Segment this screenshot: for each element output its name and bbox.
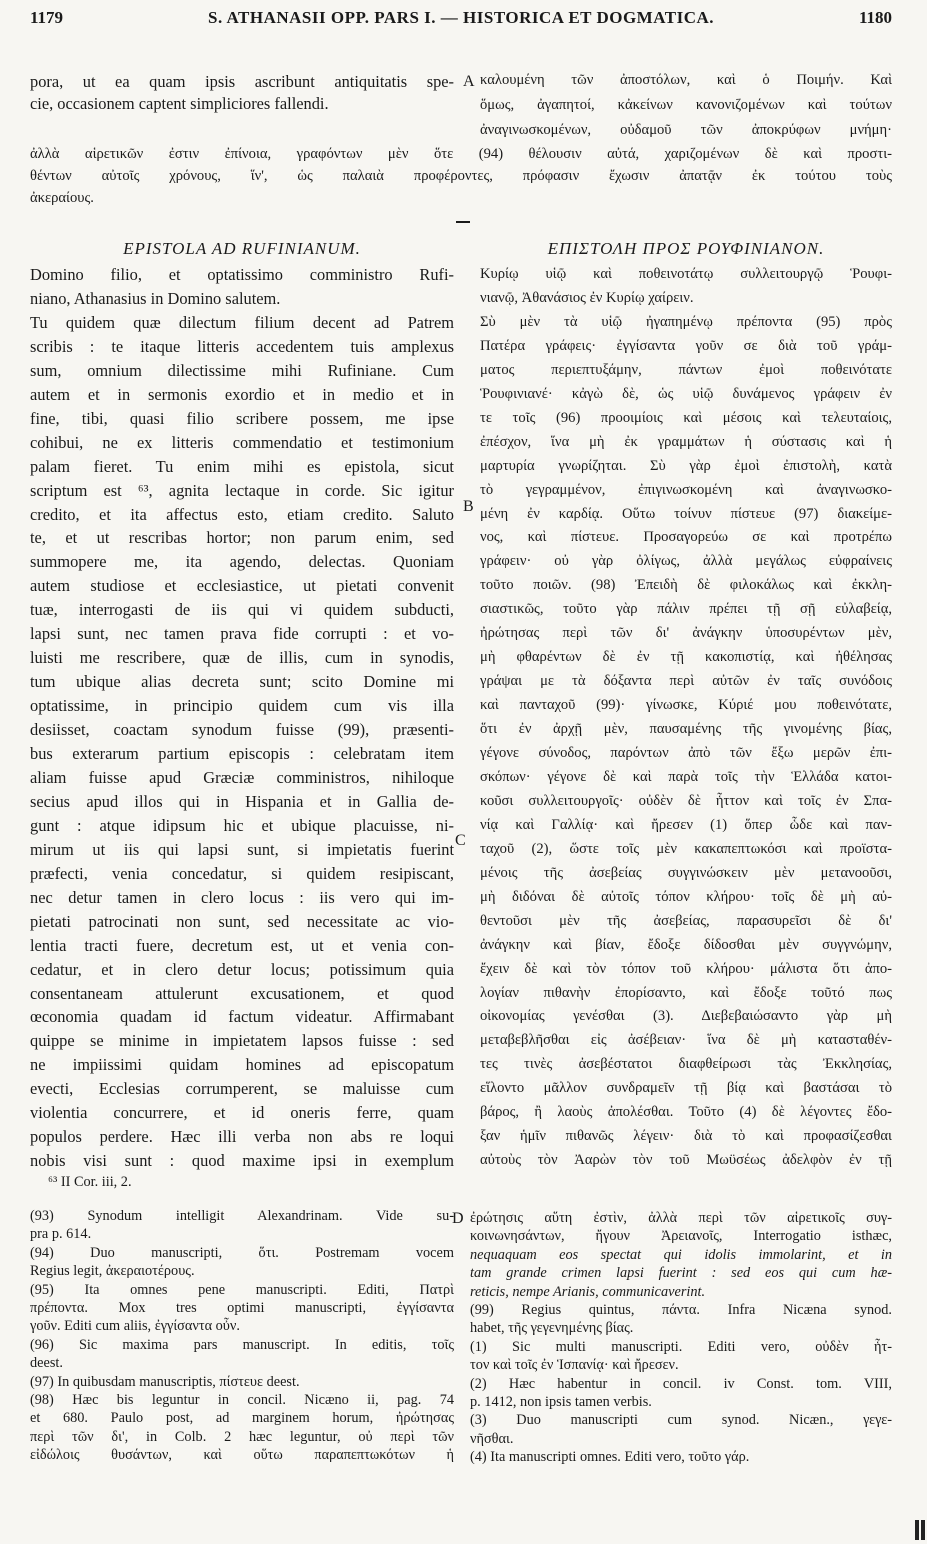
text-line: γέγονε σύνοδος, παρόντων ἀπὸ τῶν ἔξω μερῶν ἐπι- — [480, 745, 892, 761]
latin-title: EPISTOLA AD RUFINIANUM. — [123, 239, 361, 258]
text-line: nec detur tamen in clero locus : iis vero qui im- — [30, 887, 454, 907]
text-line: cie, occasionem captent simpliciores fallendi. — [30, 94, 329, 113]
text-line: pietati patrocinati non sunt, sed necessitate ac vio- — [30, 911, 454, 931]
page-number-right: 1180 — [858, 8, 892, 27]
text-line: autem et in sermonis exordio et in medio et in — [30, 384, 454, 404]
text-line: τε τοῖς (96) προοιμίοις καὶ μέσοις καὶ τελευταίοις, — [480, 409, 892, 426]
text-line: γράφειν· οὐ γὰρ ὀλίγως, ἀλλὰ μεγάλως εὐφραίνεις — [480, 553, 892, 570]
text-line: violentia concurrere, et id oneris ferre, quam — [30, 1103, 454, 1123]
text-line: μένοις τῆς ἀσεβείας συγγινώσκειν μὲν μετανοοῦσι, — [480, 864, 892, 881]
text-line: τοῦτο ποιῶν. (98) Ἐπειδὴ δὲ φιλοκάλως καὶ ἐκκλη- — [480, 577, 892, 594]
text-line: πρέποντα. Mox tres optimi manuscripti, ἐγγίσαντα — [30, 1300, 454, 1316]
text-line: desiisset, coactam synodum fuisse (99), præsenti- — [30, 720, 454, 740]
text-line: fine, tibi, quasi filio scribere possem, me ipse — [30, 408, 454, 428]
text-line: (96) Sic maxima pars manuscript. In editis, τοῖς — [30, 1336, 454, 1353]
text-line: νιανῷ, Ἀθανάσιος ἐν Κυρίῳ χαίρειν. — [480, 289, 694, 306]
text-line: tuæ, interrogasti de iis qui vi quidem subducti, — [30, 600, 454, 620]
text-line: καὶ πανταχοῦ (99)· γίνωσκε, Κύριέ μου ποθεινότατε, — [480, 697, 892, 714]
text-line: mirum ut iis qui lapsi sunt, si impietatis fuerint — [30, 839, 454, 859]
text-line: autem studiose et ecclesiastice, ut pietati convenit — [30, 576, 454, 596]
text-line: lentia tracti fuere, decretum est, ut et venia con- — [30, 935, 454, 955]
margin-marker-a: A — [463, 73, 475, 90]
text-line: evecti, Ecclesias corrumperent, se maluisse cum — [30, 1079, 454, 1099]
text-line: p. 1412, non ipsis tamen verbis. — [470, 1394, 652, 1410]
text-line: quippe se minime in impietatem lapsos fuisse : sed — [30, 1031, 454, 1051]
text-line: (4) Ita manuscripti omnes. Editi vero, τοῦτο γάρ. — [470, 1449, 750, 1466]
text-line: tam grande crimen lapsi fuerint : sed eos qui cum hæ- — [470, 1265, 892, 1282]
scripture-footnote: ⁶³ II Cor. iii, 2. — [48, 1174, 132, 1190]
text-line: ταχοῦ (2), ὥστε τοῖς μὲν κακαπεπτωκόσι καὶ προϊστα- — [480, 840, 892, 857]
page-number-left: 1179 — [30, 8, 64, 27]
text-line: θέντων αὐτοῖς χρόνους, ἵν', ὡς παλαιὰ προφέροντες, πρόφασιν ἔχωσιν ἀπατᾷν ἐκ τούτου τοὺς — [30, 168, 892, 184]
text-line: Σὺ μὲν τὰ υἱῷ ἠγαπημένῳ πρέποντα (95) πρὸς — [480, 313, 892, 330]
text-line: τες τινὲς ἀσεβέστατοι διαφθείρωσι τὰς Ἐκκλησίας, — [480, 1056, 892, 1073]
text-line: νῆσθαι. — [470, 1430, 514, 1447]
text-line: βάρος, ἢ λαοὺς ἀπολέσθαι. Τοῦτο (4) δὲ λέγοντες ἔδο- — [480, 1104, 892, 1121]
text-line: γοῦν. Editi cum aliis, ἐγγίσαντα οὖν. — [30, 1318, 240, 1335]
text-line: lapsi sunt, nec tamen prava fide corrupti : et vo- — [30, 624, 454, 644]
margin-marker-d: D — [452, 1210, 464, 1227]
text-line: ἀλλὰ αἱρετικῶν ἐστιν ἐπίνοια, γραφόντων μὲν ὅτε (94) θέλουσιν αὐτά, χαριζομένων δὲ καὶ προστι- — [30, 146, 892, 162]
page-header — [30, 8, 892, 30]
text-line: (97) In quibusdam manuscriptis, πίστευε deest. — [30, 1373, 300, 1390]
text-line: σκόπων· γέγονε δὲ καὶ παρὰ τοῖς τὴν Ἑλλάδα κατοι- — [480, 768, 892, 785]
text-line: habet, τῆς γεγενημένης βίας. — [470, 1320, 634, 1337]
text-line: populos perdere. Hæc illi verba non abs re loqui — [30, 1127, 454, 1147]
text-line: sum, omnium dilectissime mihi Rufiniane. Cum — [30, 360, 454, 380]
text-line: καλουμένη τῶν ἀποστόλων, καὶ ὁ Ποιμήν. Καὶ — [480, 72, 892, 88]
text-line: pra p. 614. — [30, 1226, 92, 1243]
text-line: νίᾳ καὶ Γαλλίᾳ· καὶ ἤρεσεν (1) ὅπερ ὧδε καὶ παν- — [480, 816, 892, 833]
text-line: deest. — [30, 1355, 63, 1372]
text-line: consentaneam attulerunt excusationem, et quod — [30, 983, 454, 1003]
text-line: ne impiissimi quidam homines ad episcopatum — [30, 1055, 454, 1075]
text-line: pora, ut ea quam ipsis ascribunt antiquitatis spe- — [30, 72, 454, 91]
text-line: luisti me rescribere, quæ de illis, cum in synodis, — [30, 648, 454, 668]
text-line: σιαστικῶς, τοῦτο γὰρ πάλιν πρέπει τῇ σῇ εὐλαβείᾳ, — [480, 601, 892, 618]
margin-marker-c: C — [455, 832, 466, 849]
text-line: Regius legit, ἀκεραιοτέρους. — [30, 1263, 195, 1280]
text-line: gunt : atque idipsum hic et ubique placuisse, ni- — [30, 815, 454, 835]
text-line: γράψαι με τὰ δόξαντα περὶ αὐτῶν ἐν ταῖς συνόδοις — [480, 673, 892, 690]
text-line: (93) Synodum intelligit Alexandrinam. Vide su- — [30, 1208, 454, 1224]
text-line: cedatur, et in clero detur locus; potissimum quia — [30, 959, 454, 979]
text-line: Κυρίῳ υἱῷ καὶ ποθεινοτάτῳ συλλειτουργῷ Ῥουφι- — [480, 266, 892, 282]
text-line: (3) Duo manuscripti cum synod. Nicæn., γεγε- — [470, 1412, 892, 1429]
text-line: ἔχειν δὲ καὶ τὸν τόπον τοῦ κλήρου· μάλιστα ὅτι ἀπο- — [480, 960, 892, 977]
margin-marker-b: B — [463, 498, 474, 515]
text-line: μὴ φθαρέντων δὲ ἐν τῇ κακοπιστίᾳ, καὶ ἠθέλησας — [480, 649, 892, 666]
text-line: niano, Athanasius in Domino salutem. — [30, 288, 281, 308]
text-line: ἀναγινωσκομένων, οὐδαμοῦ τῶν ἀποκρύφων μνήμη· — [480, 122, 892, 138]
text-line: et 680. Paulo post, ad marginem horum, ἠρώτησας — [30, 1410, 454, 1427]
text-line: ἐρώτησις αὕτη ἐστὶν, ἀλλὰ περὶ τῶν αἱρετικοῖς συγ- — [470, 1210, 892, 1226]
text-line: ἠρώτησας περὶ τῶν δι' ἀνάγκην ὑποσυρέντων μὲν, — [480, 625, 892, 642]
text-line: scriptum est ⁶³, agnita lectaque in corde. Sic igitur — [30, 480, 454, 500]
text-line: Ῥουφινιανέ· κἀγὼ δὲ, ὡς υἱῷ δυνάμενος γράφειν ἐν — [480, 385, 892, 402]
text-line: λογίαν πιθανὴν ἐπορίσαντο, καὶ ἔδοξε τοῦτό πως — [480, 984, 892, 1001]
text-line: μαρτυρία γνωρίζηται. Σὺ γὰρ ἐμοὶ ἐπιστολὴ, κατὰ — [480, 457, 892, 474]
text-line: ἀκεραίους. — [30, 190, 94, 206]
text-line: κοινωνησάντων, ἤγουν Ἀρειανοῖς, Interrogatio isthæc, — [470, 1228, 892, 1245]
text-line: κοῦσι συλλειτουργοῖς· οὐδὲν δὲ ἧττον καὶ τοῖς ἐν Σπα- — [480, 792, 892, 809]
text-line: (98) Hæc bis leguntur in concil. Nicæno ii, pag. 74 — [30, 1392, 454, 1408]
text-line: (94) Duo manuscripti, ὅτι. Postremam vocem — [30, 1244, 454, 1261]
text-line: œconomia quadam id factum videatur. Affirmabant — [30, 1007, 454, 1027]
text-line: Domino filio, et optatissimo comministro Rufi- — [30, 265, 454, 284]
text-line: περὶ τῶν δι', in Colb. 2 hæc leguntur, οὐ περὶ τῶν — [30, 1428, 454, 1445]
text-line: αὐτοὺς τὸν Ἀαρὼν τὸν τοῦ Μωϋσέως ἀδελφὸν ἐν τῇ — [480, 1152, 892, 1169]
text-line: (95) Ita omnes pene manuscripti. Editi, Πατρὶ — [30, 1281, 454, 1298]
text-line: ἐπέσχον, ἵνα μὴ ἐκ γραμμάτων ἡ σύστασις καὶ ἡ — [480, 433, 892, 450]
text-line: palam fieret. Tu enim mihi es epistola, sicut — [30, 456, 454, 476]
text-line: præfecti, venia concedatur, si quidem resipiscant, — [30, 863, 454, 883]
section-divider — [456, 221, 470, 223]
text-line: εἰδώλοις θυσάντων, καὶ οὕτω παραπεπτωκότων ἡ — [30, 1447, 454, 1464]
text-line: tum ubique alias decreta sunt; scito Domine mi — [30, 672, 454, 692]
text-line: scribis : te itaque litteris accedentem tuis amplexus — [30, 336, 454, 356]
text-line: bus exterarum partium episcopis : celebratam item — [30, 744, 454, 763]
text-line: summopere me, ita agendo, delectas. Quoniam — [30, 552, 454, 572]
text-line: Πατέρα γράφεις· ἐγγίσαντα γοῦν σε διὰ τοῦ γράμ- — [480, 337, 892, 354]
text-line: ἀνάγκην καὶ βίαν, ἔδοξε δίδοσθαι μὲν συγγνώμην, — [480, 936, 892, 953]
text-line: τὸ γεγραμμένον, ἐπιγινωσκομένη καὶ ἀναγινωσκο- — [480, 481, 892, 498]
text-line: nequaquam eos spectat qui idolis immolarint, et in — [470, 1246, 892, 1263]
text-line: θεντοῦσι μὲν τῆς ἀσεβείας, παρασυρεῖσι δὲ δι' — [480, 912, 892, 929]
page-edge-mark — [915, 1520, 927, 1540]
text-line: ματος περιεπτυξάμην, πάντων ἐμοὶ ποθεινότατε — [480, 361, 892, 378]
text-line: secius apud illos qui in Hispania et in Gallia de- — [30, 791, 454, 811]
text-line: ὅμως, ἀγαπητοί, κἀκείνων κανονιζομένων καὶ τούτων — [480, 97, 892, 113]
text-line: (1) Sic multi manuscripti. Editi vero, οὐδὲν ἧτ- — [470, 1338, 892, 1355]
greek-title: ΕΠΙΣΤΟΛΗ ΠΡΟΣ ΡΟΥΦΙΝΙΑΝΟΝ. — [547, 239, 825, 258]
text-line: (99) Regius quintus, πάντα. Infra Nicæna synod. — [470, 1302, 892, 1318]
text-line: εἵλοντο μᾶλλον συνδραμεῖν τῇ βίᾳ καὶ βαστάσαι τὸ — [480, 1080, 892, 1097]
text-line: credito, et ita affectus esto, etiam credito. Saluto — [30, 504, 454, 524]
text-line: te, et ut rescribas hortor; non parum enim, sed — [30, 528, 454, 548]
text-line: Tu quidem quæ dilectum filium decent ad Patrem — [30, 312, 454, 332]
text-line: nobis visi sunt : quod maxime ipsi in exemplum — [30, 1151, 454, 1171]
text-line: reticis, nempe Arianis, communicaverint. — [470, 1283, 706, 1300]
running-title: S. ATHANASII OPP. PARS I. — HISTORICA ET DOGMATICA. — [207, 8, 714, 27]
text-line: ὅτι ἐν ἀρχῇ μὲν, παυσαμένης τῆς γινομένης βίας, — [480, 721, 892, 738]
text-line: aliam fuisse apud Græciæ comministros, nihiloque — [30, 767, 454, 787]
text-line: τον καὶ τοῖς ἐν Ἱσπανίᾳ· καὶ ἤρεσεν. — [470, 1357, 679, 1374]
text-line: μὴ διδόναι δὲ αὐτοῖς τόπον κλήρου· τοῖς δὲ μὴ αὐ- — [480, 888, 892, 905]
text-line: οἰκονομίας γενέσθαι (3). Διεβεβαιώσαντο γὰρ μὴ — [480, 1008, 892, 1025]
text-line: νος, καὶ πίστευε. Προσαγορεύω σε καὶ προτρέπω — [480, 529, 892, 546]
text-line: μένη ἐν καρδίᾳ. Οὕτω τοίνυν πίστευε (97) διακείμε- — [480, 505, 892, 522]
text-line: optatissime, in principio quidem cum vis illa — [30, 696, 454, 716]
text-line: cohibui, ne ex litteris commendatio et testimonium — [30, 432, 454, 452]
text-line: ξαν ἡμῖν πιθανῶς λέγειν· διὰ τὸ καὶ προφασίζεσθαι — [480, 1128, 892, 1145]
text-line: μεταβεβλῆσθαι εἰς ἀσέβειαν· ἵνα δὲ μὴ κατασταθέν- — [480, 1032, 892, 1049]
text-line: (2) Hæc habentur in concil. iv Const. tom. VIII, — [470, 1375, 892, 1392]
